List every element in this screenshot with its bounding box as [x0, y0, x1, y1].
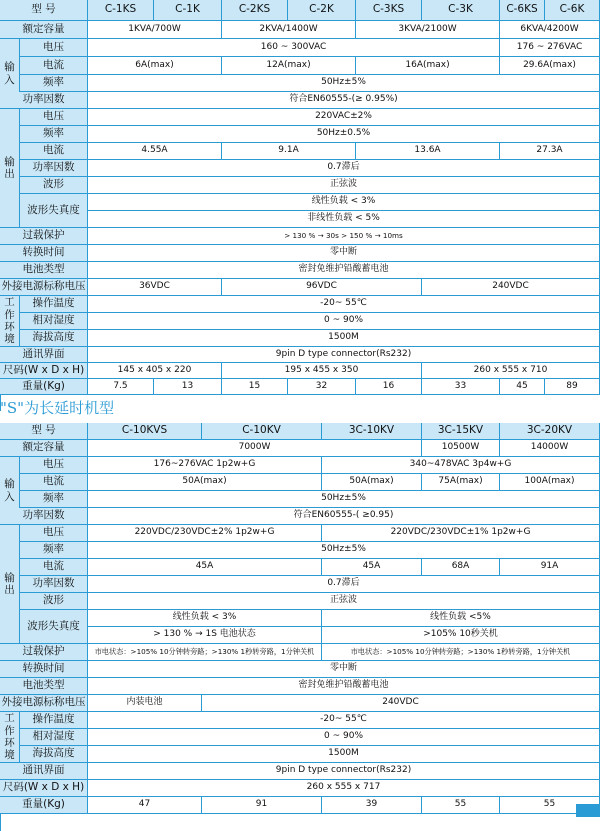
input-power-factor-label: 功率因数	[0, 508, 88, 525]
comm-label: 通讯界面	[0, 347, 88, 363]
model-header-label: 型 号	[0, 423, 88, 440]
capacity-value: 3KVA/2100W	[356, 21, 500, 39]
weight-value: 55	[500, 797, 600, 814]
input-group-label: 输入	[0, 39, 20, 109]
output-frequency-value: 50Hz±0.5%	[88, 126, 600, 143]
model-name: C-2K	[288, 0, 356, 21]
input-voltage-value: 176 ~ 276VAC	[500, 39, 600, 57]
battery-voltage-label: 外接电源标称电压	[0, 695, 88, 712]
capacity-value: 1KVA/700W	[88, 21, 222, 39]
environment-humidity-value: 0 ~ 90%	[88, 313, 600, 330]
weight-value: 47	[88, 797, 202, 814]
battery-type-label: 电池类型	[0, 262, 88, 279]
model-name: C-1K	[154, 0, 222, 21]
input-current-value: 16A(max)	[356, 57, 500, 75]
output-current-value: 68A	[422, 559, 500, 576]
input-voltage-value: 340~478VAC 3p4w+G	[322, 457, 600, 474]
input-current-label: 电流	[20, 474, 88, 491]
transfer-label: 转换时间	[0, 661, 88, 678]
output-waveform-value: 正弦波	[88, 593, 600, 610]
size-value: 260 x 555 x 717	[88, 780, 600, 797]
capacity-label: 额定容量	[0, 21, 88, 39]
weight-value: 91	[202, 797, 322, 814]
environment-altitude-label: 海拔高度	[20, 330, 88, 347]
environment-altitude-value: 1500M	[88, 746, 600, 763]
output-distortion-linear: 线性负载 < 3%	[88, 194, 600, 211]
weight-value: 7.5	[88, 379, 154, 395]
output-current-value: 4.55A	[88, 143, 222, 160]
input-power-factor-value: 符合EN60555-( ≥0.95)	[88, 508, 600, 525]
model-name: C-6K	[545, 0, 600, 21]
capacity-value: 14000W	[500, 440, 600, 457]
battery-voltage-value: 36VDC	[88, 279, 222, 296]
input-current-value: 75A(max)	[422, 474, 500, 491]
input-frequency-value: 50Hz±5%	[88, 491, 600, 508]
weight-value: 55	[422, 797, 500, 814]
output-current-value: 27.3A	[500, 143, 600, 160]
transfer-value: 零中断	[88, 661, 600, 678]
output-power-factor-label: 功率因数	[20, 160, 88, 177]
size-value: 260 x 555 x 710	[422, 363, 600, 379]
model-name: 3C-15KV	[422, 423, 500, 440]
battery-voltage-value: 240VDC	[422, 279, 600, 296]
output-voltage-label: 电压	[20, 109, 88, 126]
battery-type-label: 电池类型	[0, 678, 88, 695]
model-name: C-2KS	[222, 0, 288, 21]
long-runtime-caption: "S"为长延时机型	[0, 399, 115, 417]
input-current-value: 50A(max)	[88, 474, 322, 491]
battery-voltage-value: 240VDC	[202, 695, 600, 712]
environment-altitude-value: 1500M	[88, 330, 600, 347]
output-voltage-label: 电压	[20, 525, 88, 542]
size-label: 尺码(W x D x H)	[0, 363, 88, 379]
model-name: C-1KS	[88, 0, 154, 21]
output-frequency-value: 50Hz±5%	[88, 542, 600, 559]
environment-humidity-label: 相对湿度	[20, 729, 88, 746]
overload-value: > 130 % → 30s > 150 % → 10ms	[88, 228, 600, 245]
capacity-value: 6KVA/4200W	[500, 21, 600, 39]
environment-humidity-label: 相对湿度	[20, 313, 88, 330]
size-label: 尺码(W x D x H)	[0, 780, 88, 797]
weight-label: 重量(Kg)	[0, 797, 88, 814]
input-current-value: 6A(max)	[88, 57, 222, 75]
output-current-value: 45A	[88, 559, 322, 576]
environment-temperature-label: 操作温度	[20, 296, 88, 313]
weight-value: 33	[422, 379, 500, 395]
output-group-label: 输出	[0, 525, 20, 644]
model-name: C-10KVS	[88, 423, 202, 440]
output-waveform-label: 波形	[20, 593, 88, 610]
overload-value: 市电状态：>105% 10分钟转旁路；>130% 1秒转旁路，1分钟关机	[88, 644, 322, 661]
input-frequency-label: 频率	[20, 491, 88, 508]
environment-group-label: 工作环境	[0, 296, 20, 347]
weight-value: 89	[545, 379, 600, 395]
weight-value: 16	[356, 379, 422, 395]
output-frequency-label: 频率	[20, 542, 88, 559]
input-group-label: 输入	[0, 457, 20, 525]
environment-altitude-label: 海拔高度	[20, 746, 88, 763]
weight-value: 32	[288, 379, 356, 395]
output-current-value: 13.6A	[356, 143, 500, 160]
battery-type-value: 密封免维护铅酸蓄电池	[88, 262, 600, 279]
input-current-value: 100A(max)	[500, 474, 600, 491]
output-current-label: 电流	[20, 559, 88, 576]
model-name: C-3K	[422, 0, 500, 21]
output-power-factor-value: 0.7滞后	[88, 576, 600, 593]
output-current-value: 45A	[322, 559, 422, 576]
capacity-value: 7000W	[88, 440, 422, 457]
transfer-label: 转换时间	[0, 245, 88, 262]
output-group-label: 输出	[0, 109, 20, 228]
output-power-factor-label: 功率因数	[20, 576, 88, 593]
battery-type-value: 密封免维护铅酸蓄电池	[88, 678, 600, 695]
model-name: C-3KS	[356, 0, 422, 21]
model-header-label: 型 号	[0, 0, 88, 21]
input-voltage-label: 电压	[20, 39, 88, 57]
spec-table-2	[0, 423, 600, 831]
input-voltage-label: 电压	[20, 457, 88, 474]
output-power-factor-value: 0.7滞后	[88, 160, 600, 177]
environment-group-label: 工作环境	[0, 712, 20, 763]
output-voltage-value: 220VDC/230VDC±1% 1p2w+G	[322, 525, 600, 542]
transfer-value: 零中断	[88, 245, 600, 262]
model-name: 3C-10KV	[322, 423, 422, 440]
output-distortion-label: 波形失真度	[20, 610, 88, 644]
output-waveform-label: 波形	[20, 177, 88, 194]
output-distortion-nonlinear: 非线性负载 < 5%	[88, 211, 600, 228]
output-distortion-value: 线性负载 < 3%	[88, 610, 322, 627]
comm-value: 9pin D type connector(Rs232)	[88, 763, 600, 780]
output-current-value: 9.1A	[222, 143, 356, 160]
comm-value: 9pin D type connector(Rs232)	[88, 347, 600, 363]
capacity-label: 额定容量	[0, 440, 88, 457]
environment-temperature-label: 操作温度	[20, 712, 88, 729]
overload-label: 过载保护	[0, 644, 88, 661]
output-distortion-value: 线性负载 <5%	[322, 610, 600, 627]
capacity-value: 2KVA/1400W	[222, 21, 356, 39]
battery-voltage-value: 96VDC	[222, 279, 422, 296]
output-voltage-value: 220VDC/230VDC±2% 1p2w+G	[88, 525, 322, 542]
weight-value: 15	[222, 379, 288, 395]
overload-label: 过载保护	[0, 228, 88, 245]
input-frequency-value: 50Hz±5%	[88, 75, 600, 92]
environment-humidity-value: 0 ~ 90%	[88, 729, 600, 746]
battery-voltage-value: 内装电池	[88, 695, 202, 712]
input-power-factor-label: 功率因数	[0, 92, 88, 109]
output-frequency-label: 频率	[20, 126, 88, 143]
input-current-value: 12A(max)	[222, 57, 356, 75]
size-value: 145 x 405 x 220	[88, 363, 222, 379]
input-voltage-value: 176~276VAC 1p2w+G	[88, 457, 322, 474]
model-name: C-6KS	[500, 0, 545, 21]
corner-tab	[576, 804, 600, 817]
weight-value: 39	[322, 797, 422, 814]
output-current-value: 91A	[500, 559, 600, 576]
weight-value: 45	[500, 379, 545, 395]
capacity-value: 10500W	[422, 440, 500, 457]
overload-value: 市电状态：>105% 10分钟转旁路；>130% 1秒转旁路，1分钟关机	[322, 644, 600, 661]
spec-table-1	[0, 0, 600, 411]
output-distortion-note: > 130 % → 1S 电池状态	[88, 627, 322, 644]
input-current-value: 50A(max)	[322, 474, 422, 491]
output-distortion-note: >105% 10秒关机	[322, 627, 600, 644]
input-current-label: 电流	[20, 57, 88, 75]
model-name: C-10KV	[202, 423, 322, 440]
model-name: 3C-20KV	[500, 423, 600, 440]
output-waveform-value: 正弦波	[88, 177, 600, 194]
output-distortion-label: 波形失真度	[20, 194, 88, 228]
size-value: 195 x 455 x 350	[222, 363, 422, 379]
output-current-label: 电流	[20, 143, 88, 160]
weight-value: 13	[154, 379, 222, 395]
battery-voltage-label: 外接电源标称电压	[0, 279, 88, 296]
environment-temperature-value: -20~ 55℃	[88, 296, 600, 313]
output-voltage-value: 220VAC±2%	[88, 109, 600, 126]
comm-label: 通讯界面	[0, 763, 88, 780]
input-frequency-label: 频率	[20, 75, 88, 92]
input-voltage-value: 160 ~ 300VAC	[88, 39, 500, 57]
weight-label: 重量(Kg)	[0, 379, 88, 395]
input-power-factor-value: 符合EN60555-(≥ 0.95%)	[88, 92, 600, 109]
input-current-value: 29.6A(max)	[500, 57, 600, 75]
environment-temperature-value: -20~ 55℃	[88, 712, 600, 729]
